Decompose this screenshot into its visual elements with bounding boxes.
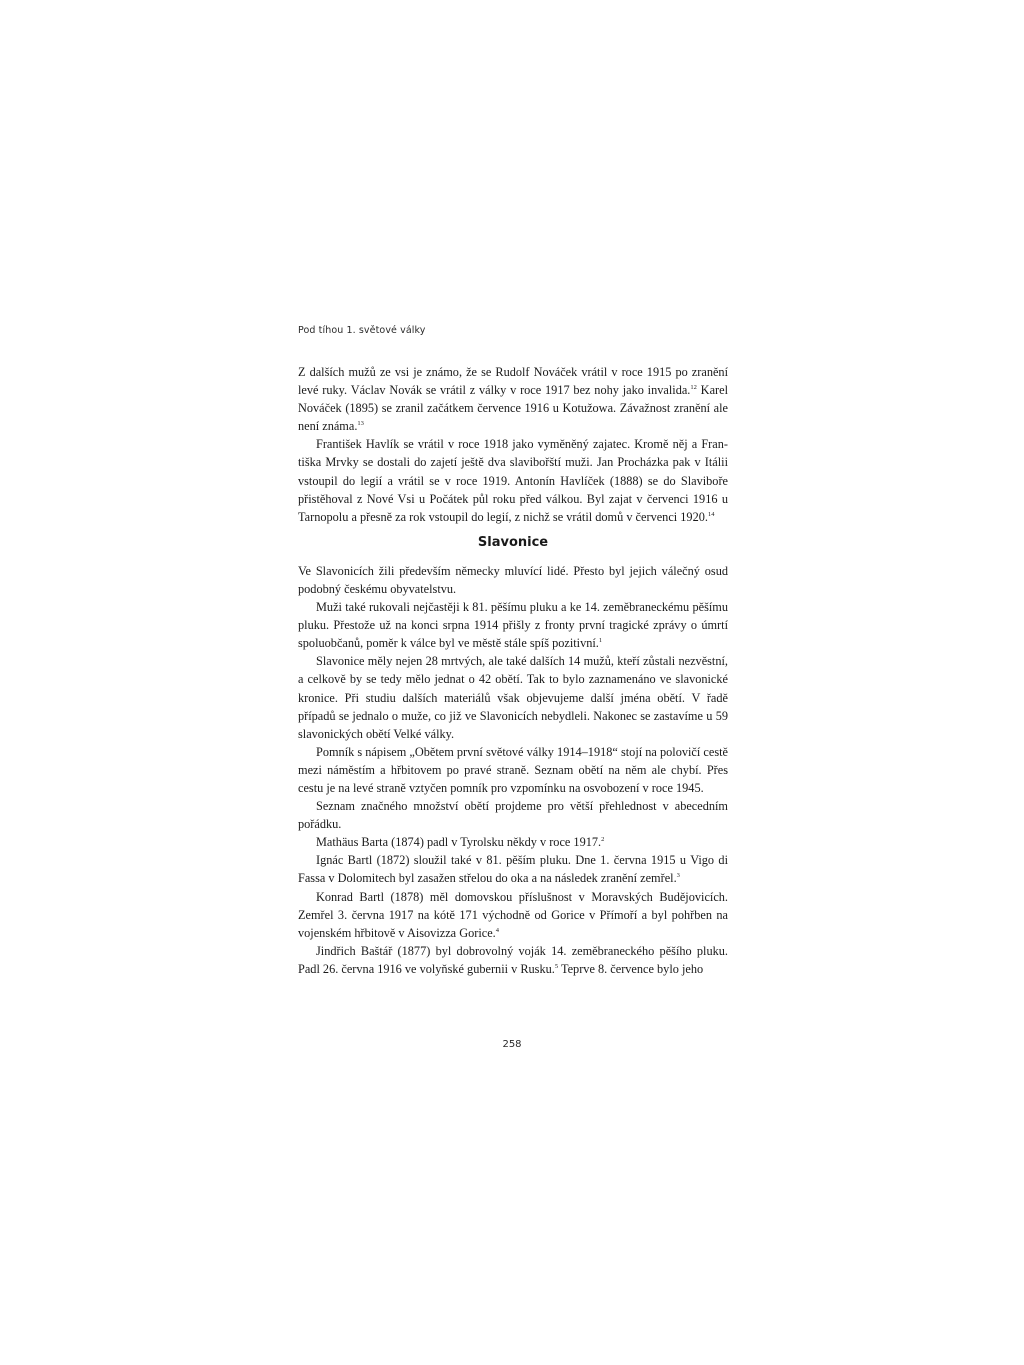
footnote-ref: 1 <box>598 637 603 645</box>
paragraph <box>298 598 728 652</box>
paragraph-text: František Havlík se vrátil v roce 1918 jako vyměněný zajatec. Kromě něj a Františka Mrvky se dostali do zajetí ještě dva slavibořští muži. Jan Procházka pak v Itálii vstoupil do legií a vrátil se v roce 1919. Antonín Havlíček (1888) se do Slaviboře přistěhoval z Nové Vsi u Počátek půl roku před válkou. Byl zajat v červenci 1916 u Tarnopolu a přesně za rok vstoupil do legií, z nichž se vrátil domů v červenci 1920. <box>298 437 728 524</box>
footnote-ref: 13 <box>357 420 364 428</box>
paragraph-text: Muži také rukovali nejčastěji k 81. pěšímu pluku a ke 14. zeměbraneckému pěšímu pluku. Přestože už na konci srpna 1914 přišly z fronty první tragické zprávy o úmrtí spoluobčanů, poměr k válce byl ve městě stále spíš pozitivní. <box>298 600 728 651</box>
paragraph-text: Konrad Bartl (1878) měl domovskou příslušnost v Moravských Budějovicích. Zemřel 3. června 1917 na kótě 171 východně od Gorice v Přímoří a byl pohřben na vojenském hřbitově v Aisovizza Gorice. <box>298 889 728 940</box>
paragraph <box>298 435 728 525</box>
paragraph-text: Slavonice měly nejen 28 mrtvých, ale také dalších 14 mužů, kteří zůstali nezvěstní, a celkově by se tedy mělo jednat o 42 obětí. Tak to bylo zaznamenáno ve slavonické kronice. Při studiu dalších materiálů však objevujeme další jména obětí. V řadě případů se jednalo o muže, co již ve Slavonicích nebydleli. Nakonec se zastavíme u 59 slavonických obětí Velké války. <box>298 654 728 741</box>
paragraph-text: Jindřich Baštář (1877) byl dobrovolný voják 14. zeměbraneckého pěšího pluku. Padl 26. června 1916 ve volyňské gubernii v Rusku. <box>298 943 728 976</box>
paragraph <box>298 888 728 942</box>
paragraph <box>298 797 728 833</box>
footnote-ref: 12 <box>690 384 697 392</box>
paragraph-text: Teprve 8. července bylo jeho <box>558 961 704 976</box>
footnote-ref: 4 <box>495 926 499 934</box>
paragraph <box>298 562 728 598</box>
paragraph <box>298 652 728 742</box>
page-number: 258 <box>502 1039 522 1050</box>
footnote-ref: 3 <box>676 872 680 880</box>
paragraph-text: Seznam značného množství obětí projdeme pro větší přehlednost v abecedním pořádku. <box>298 799 728 832</box>
paragraph-text: Karel Nováček (1895) se zranil začátkem července 1916 u Kotužowa. Závažnost zranění ale není známa. <box>298 383 728 434</box>
footnote-ref: 14 <box>707 510 715 518</box>
paragraph <box>298 743 728 797</box>
body-text <box>298 363 728 978</box>
section-heading: Slavonice <box>477 534 549 550</box>
footnote-ref: 2 <box>601 836 605 844</box>
paragraph <box>298 851 728 887</box>
footnote-ref: 5 <box>554 962 559 970</box>
paragraph-text: Pomník s nápisem „Obětem první světové války 1914–1918“ stojí na polovičí cestě mezi náměstím a hřbitovem po pravé straně. Seznam obětí na něm ale chybí. Přes cestu je na levé straně vztyčen pomník pro vzpomínku na osvobození v roce 1945. <box>298 744 728 795</box>
paragraph-text: Ignác Bartl (1872) sloužil také v 81. pěším pluku. Dne 1. června 1915 u Vigo di Fassa v Dolomitech byl zasažen střelou do oka a na následek zranění zemřel. <box>298 853 728 886</box>
paragraph-text: Mathäus Barta (1874) padl v Tyrolsku někdy v roce 1917. <box>316 835 602 850</box>
running-header: Pod tíhou 1. světové války <box>298 325 426 336</box>
paragraph-text: Ve Slavonicích žili především německy mluvící lidé. Přesto byl jejich válečný osud podobný českému obyvatelstvu. <box>298 563 728 596</box>
paragraph-text: Z dalších mužů ze vsi je známo, že se Rudolf Nováček vrátil v roce 1915 po zranění levé ruky. Václav Novák se vrátil z války v roce 1917 bez nohy jako invalida. <box>298 365 728 398</box>
paragraph <box>298 833 728 851</box>
paragraph <box>298 942 728 978</box>
paragraph <box>298 363 728 435</box>
